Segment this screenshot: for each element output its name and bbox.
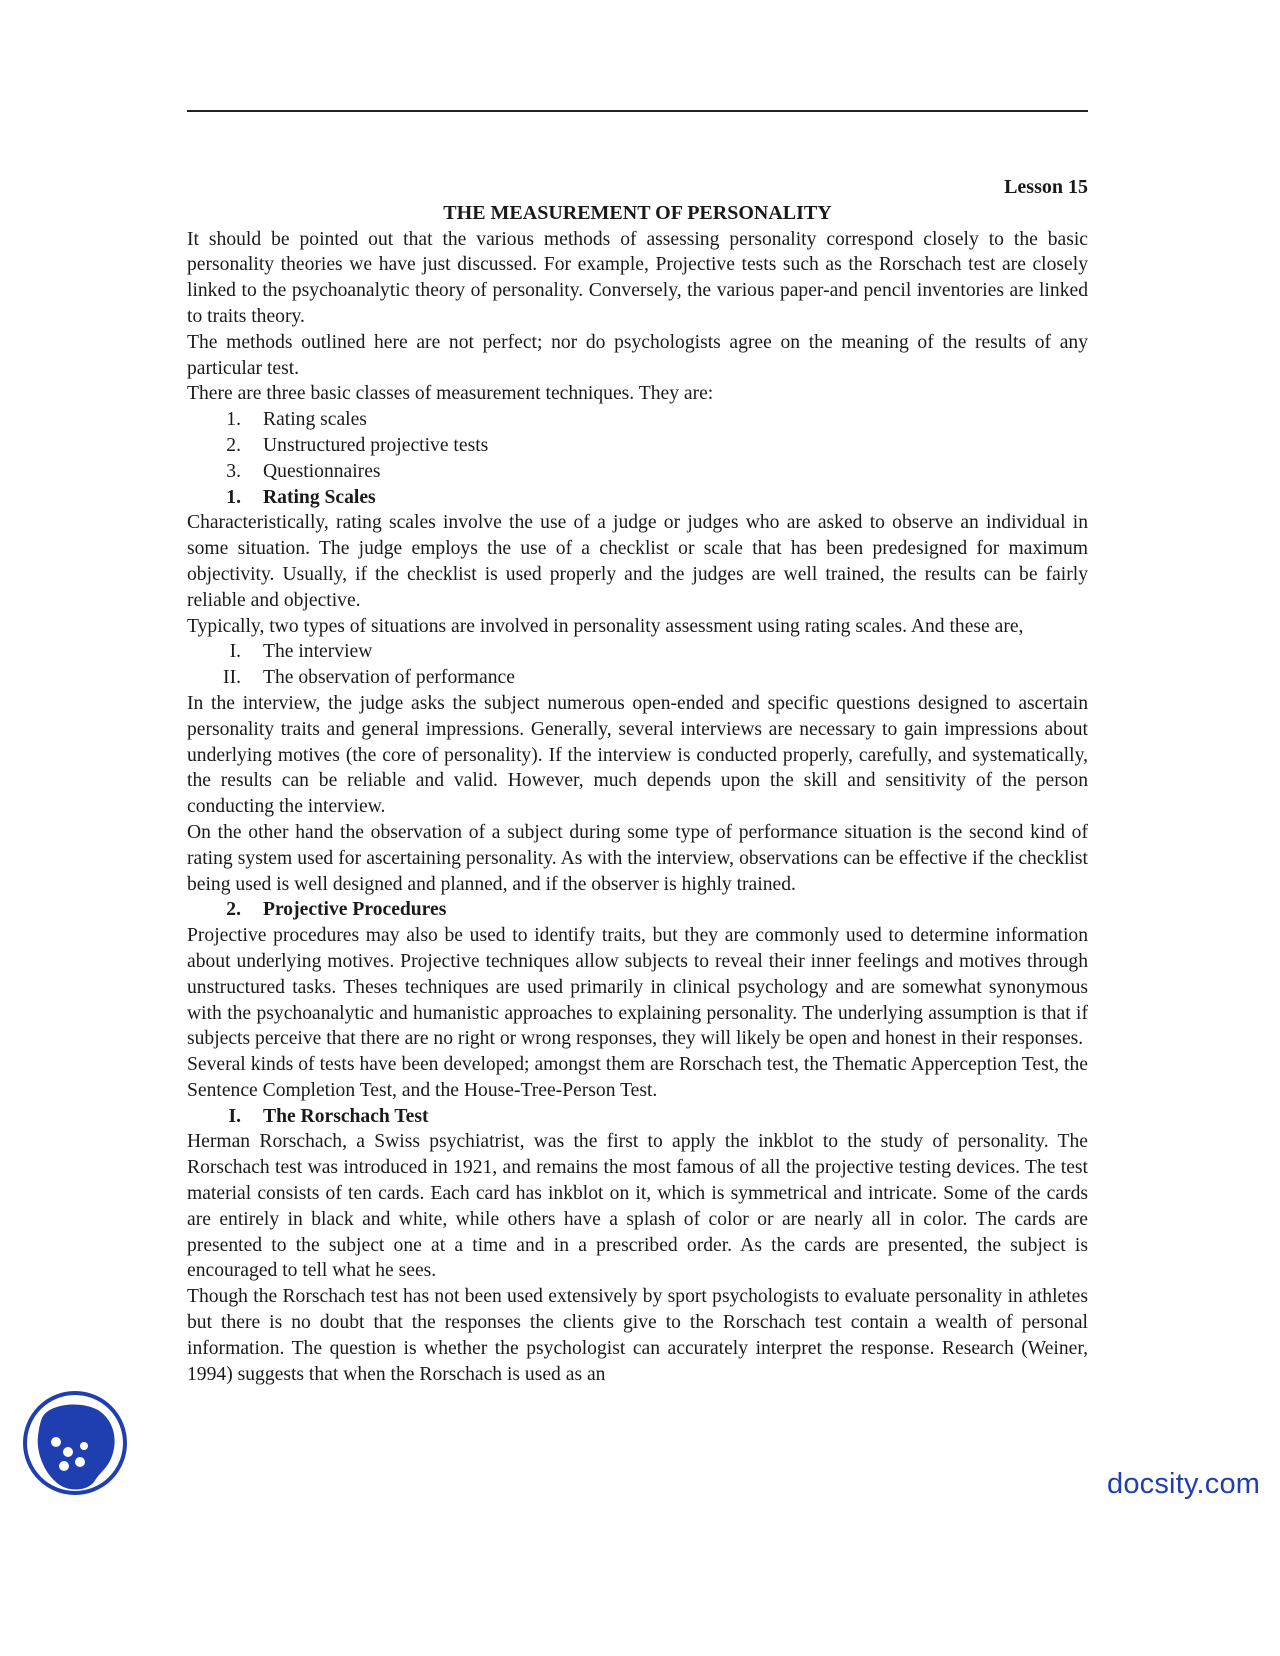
list-number: 3. (226, 460, 241, 482)
list-number: 2. (226, 434, 241, 456)
paragraph-intro: It should be pointed out that the various methods of assessing personality correspond closely to the basic personality theories we have just discussed. For example, Projective tests such as the Rorschach test are closely linked to the psychoanalytic theory of personality. Conversely, the various paper-and pencil inventories are linked to traits theory. (187, 228, 1088, 327)
paragraph-observation: On the other hand the observation of a subject during some type of performance situation is the second kind of rating system used for ascertaining personality. As with the interview, observations can be effective if the checklist being used is well designed and planned, and if the observer is highly trained. (187, 821, 1088, 895)
paragraph-methods: The methods outlined here are not perfect; nor do psychologists agree on the meaning of the results of any particular test. (187, 331, 1088, 379)
section-heading-rorschach (187, 1104, 1088, 1130)
paragraph-tests: Several kinds of tests have been developed; amongst them are Rorschach test, the Thematic Apperception Test, the Sentence Completion Test, and the House-Tree-Person Test. (187, 1054, 1088, 1101)
list-label: Unstructured projective tests (263, 434, 489, 456)
list-label: The observation of performance (263, 667, 515, 689)
heading-label: Projective Procedures (263, 899, 447, 921)
section-heading-rating-scales (187, 485, 1088, 511)
document-page (187, 175, 1088, 1387)
list-item (187, 407, 1088, 433)
docsity-logo-icon (22, 1390, 128, 1496)
list-label: Rating scales (263, 409, 367, 431)
page-title: THE MEASUREMENT OF PERSONALITY (443, 201, 832, 224)
list-number: I. (229, 641, 241, 663)
paragraph-rorschach-history: Herman Rorschach, a Swiss psychiatrist, was the first to apply the inkblot to the study of personality. The Rorschach test was introduced in 1921, and remains the most famous of all the projective testing devices. The test material consists of ten cards. Each card has inkblot on it, which is symmetrical and intricate. Some of the cards are entirely in black and white, while others have a splash of color or are nearly all in color. The cards are presented to the subject one at a time and in a prescribed order. As the cards are presented, the subject is encouraged to tell what he sees. (187, 1131, 1088, 1282)
paragraph-projective: Projective procedures may also be used to identify traits, but they are commonly used to determine information about underlying motives. Projective techniques allow subjects to reveal their inner feelings and motives through unstructured tasks. Theses techniques are used primarily in clinical psychology and are somewhat synonymous with the psychoanalytic and humanistic approaches to explaining personality. The underlying assumption is that if subjects perceive that there are no right or wrong responses, they will likely be open and honest in their responses. (187, 925, 1088, 1050)
lesson-label: Lesson 15 (1004, 176, 1088, 198)
paragraph-interview: In the interview, the judge asks the subject numerous open-ended and specific questions designed to ascertain personality traits and general impressions. Generally, several interviews are necessary to gain impressions about underlying motives (the core of personality). If the interview is conducted properly, carefully, and systematically, the results can be reliable and valid. However, much depends upon the skill and sensitivity of the person conducting the interview. (187, 692, 1088, 818)
list-item (187, 433, 1088, 459)
list-label: The interview (263, 641, 373, 663)
paragraph-rating-scales: Characteristically, rating scales involve the use of a judge or judges who are asked to observe an individual in some situation. The judge employs the use of a checklist or scale that has been predesigned for maximum objectivity. Usually, if the checklist is used properly and the judges are well trained, the results can be fairly reliable and objective. (187, 512, 1088, 611)
section-heading-projective (187, 897, 1088, 923)
heading-number: 2. (226, 899, 241, 921)
paragraph-classes-intro: There are three basic classes of measurement techniques. They are: (187, 383, 714, 405)
header-rule (187, 110, 1088, 112)
list-number: II. (223, 667, 241, 689)
heading-label: The Rorschach Test (263, 1105, 429, 1127)
heading-number: 1. (226, 486, 241, 508)
list-item (187, 639, 1088, 665)
heading-label: Rating Scales (263, 486, 376, 508)
list-item (187, 459, 1088, 485)
docsity-brand-text: docsity.com (1107, 1468, 1261, 1500)
list-label: Questionnaires (263, 460, 381, 482)
paragraph-situations: Typically, two types of situations are involved in personality assessment using rating scales. And these are, (187, 615, 1024, 637)
list-number: 1. (226, 409, 241, 431)
list-item (187, 665, 1088, 691)
paragraph-rorschach-sport: Though the Rorschach test has not been used extensively by sport psychologists to evaluate personality in athletes but there is no doubt that the responses the clients give to the Rorschach test contain a wealth of personal information. The question is whether the psychologist can accurately interpret the response. Research (Weiner, 1994) suggests that when the Rorschach is used as an (187, 1286, 1088, 1385)
heading-number: I. (228, 1105, 241, 1127)
